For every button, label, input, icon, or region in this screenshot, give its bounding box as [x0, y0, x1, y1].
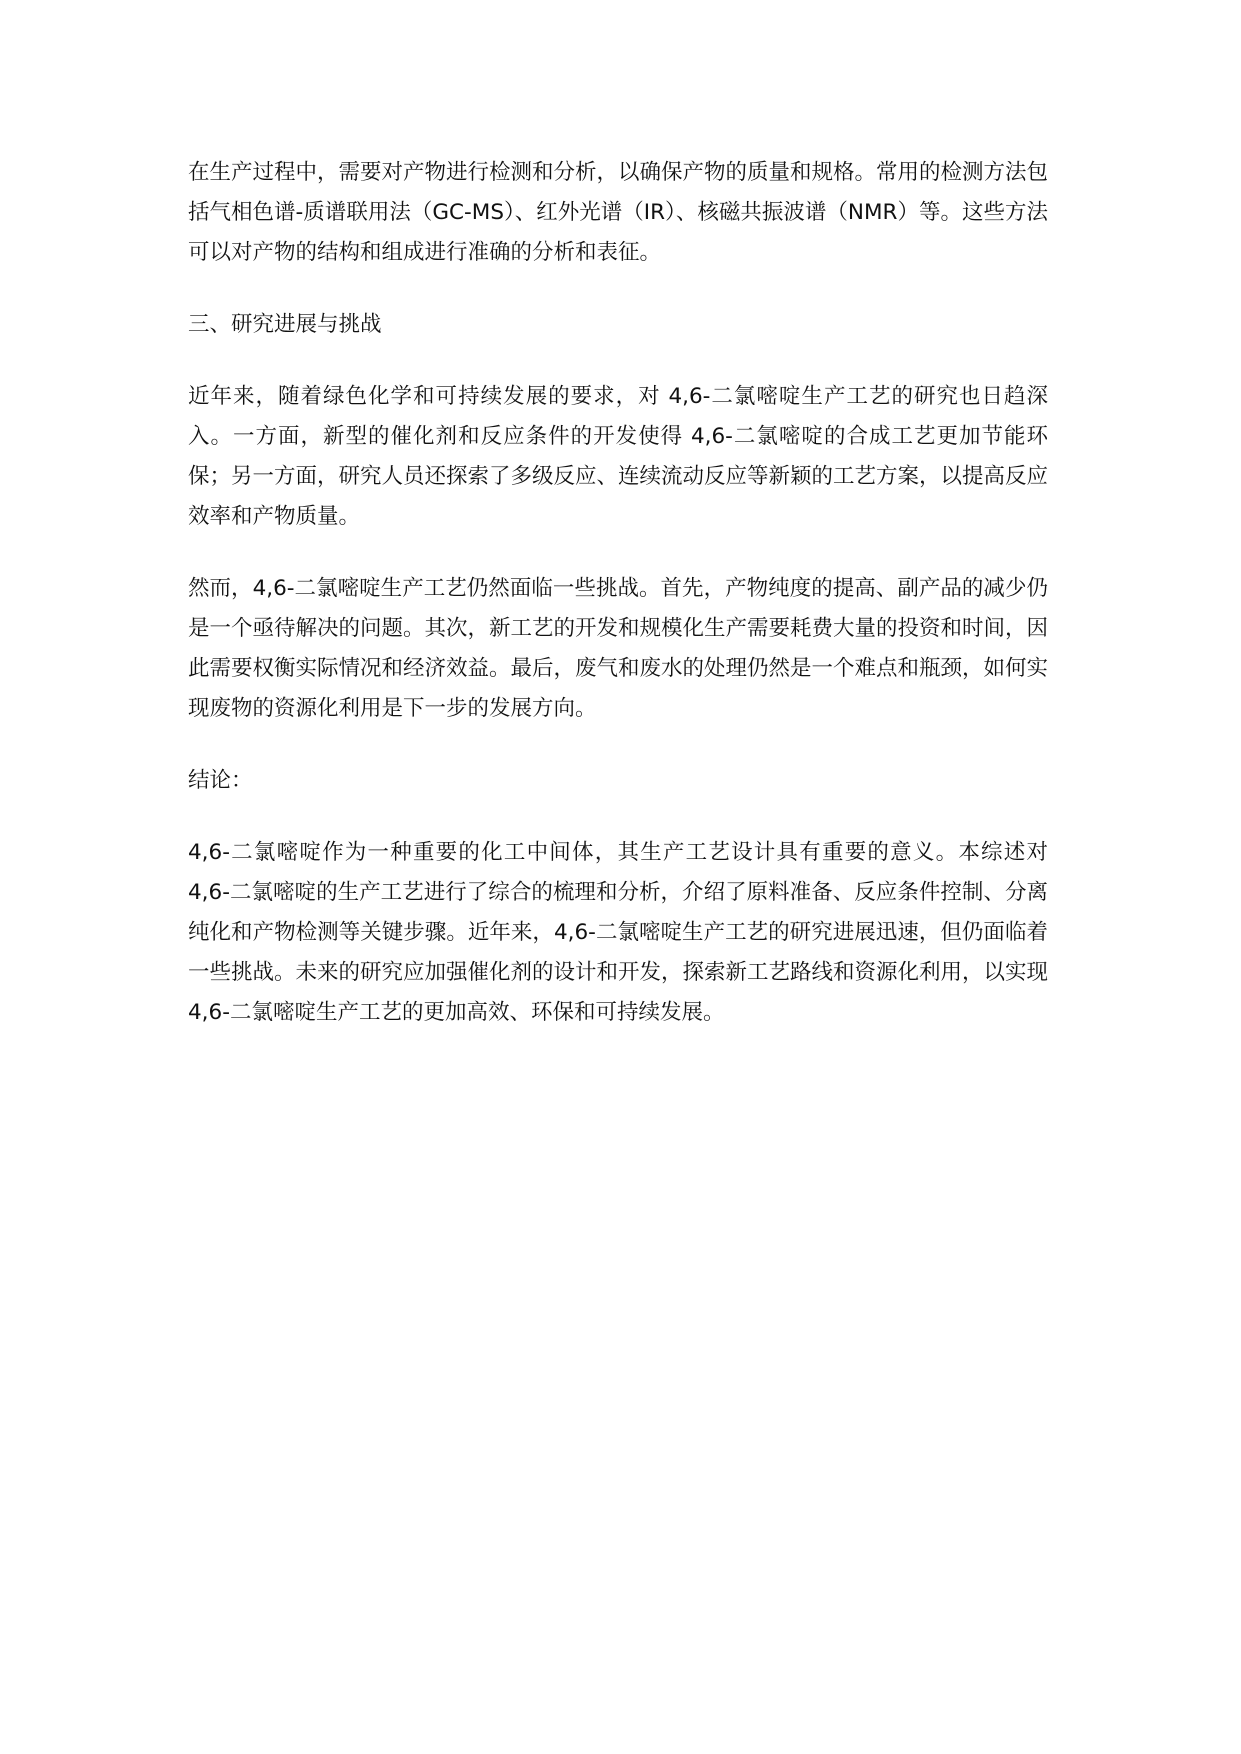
section-heading-progress-challenges: 三、研究进展与挑战 [188, 312, 382, 337]
document-body [188, 153, 1048, 1065]
paragraph-conclusion: 4,6-二氯嘧啶作为一种重要的化工中间体，其生产工艺设计具有重要的意义。本综述对 4,6-二氯嘧啶的生产工艺进行了综合的梳理和分析，介绍了原料准备、反应条件控制、分离纯化和产物检测等关键步骤。近年来，4,6-二氯嘧啶生产工艺的研究进展迅速，但仍面临着一些挑战。未来的研究应加强催化剂的设计和开发，探索新工艺路线和资源化利用，以实现 4,6-二氯嘧啶生产工艺的更加高效、环保和可持续发展。 [188, 840, 1049, 1025]
conclusion-heading: 结论： [188, 768, 253, 793]
paragraph-challenges: 然而，4,6-二氯嘧啶生产工艺仍然面临一些挑战。首先，产物纯度的提高、副产品的减少仍是一个亟待解决的问题。其次，新工艺的开发和规模化生产需要耗费大量的投资和时间，因此需要权衡实际情况和经济效益。最后，废气和废水的处理仍然是一个难点和瓶颈，如何实现废物的资源化利用是下一步的发展方向。 [188, 576, 1049, 721]
paragraph-research-progress: 近年来，随着绿色化学和可持续发展的要求，对 4,6-二氯嘧啶生产工艺的研究也日趋深入。一方面，新型的催化剂和反应条件的开发使得 4,6-二氯嘧啶的合成工艺更加节能环保；另一方面，研究人员还探索了多级反应、连续流动反应等新颖的工艺方案，以提高反应效率和产物质量。 [188, 384, 1049, 529]
paragraph-product-detection: 在生产过程中，需要对产物进行检测和分析，以确保产物的质量和规格。常用的检测方法包括气相色谱-质谱联用法（GC-MS）、红外光谱（IR）、核磁共振波谱（NMR）等。这些方法可以对产物的结构和组成进行准确的分析和表征。 [188, 160, 1049, 265]
